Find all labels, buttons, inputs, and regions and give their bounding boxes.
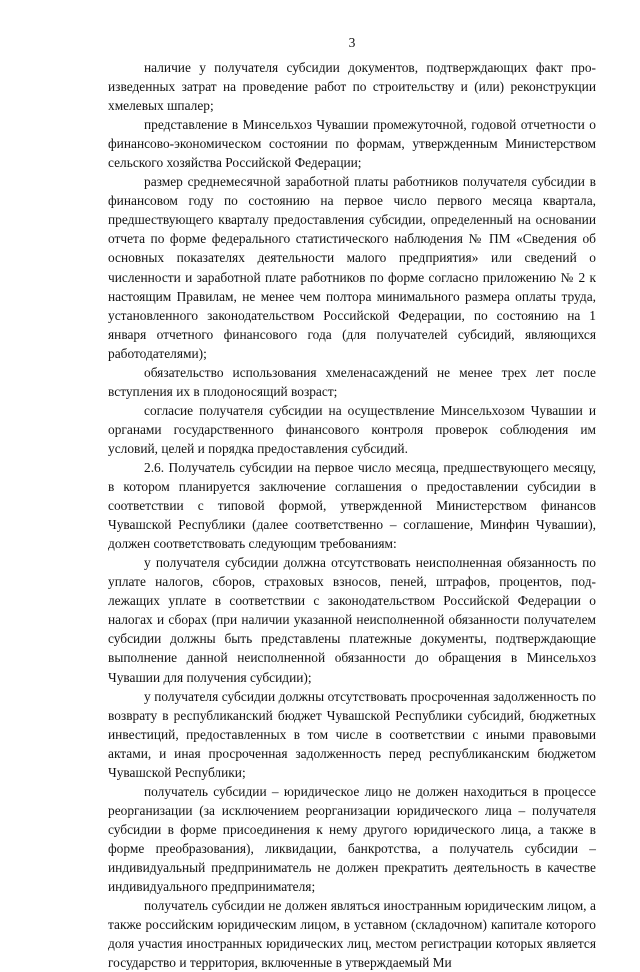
paragraph-salary: размер среднемесячной заработной платы работников получателя субсидии в финансовом году по состоянию на первое число первого месяца квартала, предшествующего кварталу предоставления субсидии, определенный на основании отчета по форме федерального статистического наблюдения № ПМ «Сведения об основных показателях деятельности малого предприятия» или сведений о численности и заработной плате работников по форме согласно приложению № 2 к настоящим Правилам, не менее чем полтора минимального размера оплаты труда, установленного законодательством Российской Федерации, по состоянию на 1 января отчетного финансового года (для получателей субсидий, являющихся работодателями); (108, 174, 596, 361)
page-number: 3 (348, 35, 356, 50)
paragraph-documents: наличие у получателя субсидии документов, подтверждающих факт произведенных затрат на проведение работ по строительству и (или) реконструкции хмелевых шпалер; (108, 60, 596, 114)
paragraph-reorganization: получатель субсидии – юридическое лицо не должен находиться в процессе реорганизации (за исключением реорганизации юридического лица – получателя субсидии в форме присоединения к нему другого юридического лица, а также в форме преобразования), ликвидации, банкротства, а получатель субсидии – индивидуальный предприниматель не должен прекратить деятельность в качестве индивидуального предпринимателя; (108, 783, 596, 895)
paragraph-budget-debt: у получателя субсидии должны отсутствовать просроченная задолженность по возврату в республиканский бюджет Чувашской Республики субсидий, бюджетных инвестиций, предоставленных в том числе в соответствии с иными правовыми актами, и иная просроченная задолженность перед республиканским бюджетом Чувашской Республики; (108, 688, 596, 780)
document-page (108, 34, 596, 972)
paragraph-reporting: представление в Минсельхоз Чувашии промежуточной, годовой отчетности о финансово-экономическом состоянии по формам, утвержденным Министерством сельского хозяйства Российской Федерации; (108, 117, 596, 171)
paragraph-consent: согласие получателя субсидии на осуществление Минсельхозом Чувашии и органами государственного финансового контроля проверок соблюдения им условий, целей и порядка предоставления субсидий. (108, 402, 596, 456)
paragraph-foreign-entity: получатель субсидии не должен являться иностранным юридическим лицом, а также российским юридическим лицом, в уставном (складочном) капитале которого доля участия иностранных юридических лиц, местом регистрации которых является государство и территория, включенные в утверждаемый Ми (108, 898, 596, 971)
paragraph-obligation: обязательство использования хмеленасаждений не менее трех лет после вступления их в плодоносящий возраст; (108, 364, 596, 399)
paragraph-tax-debt: у получателя субсидии должна отсутствовать неисполненная обязанность по уплате налогов, сборов, страховых взносов, пеней, штрафов, процентов, подлежащих уплате в соответствии с законодательством Российской Федерации о налогах и сборах (при наличии указанной неисполненной обязанности получателем субсидии должны быть представлены платежные документы, подтверждающие выполнение данной неисполненной обязанности до обращения в Минсельхоз Чувашии для получения субсидии); (108, 555, 596, 685)
paragraph-section-2-6: 2.6. Получатель субсидии на первое число месяца, предшествующего месяцу, в котором планируется заключение соглашения о предоставлении субсидии в соответствии с типовой формой, утвержденной Министерством финансов Чувашской Республики (далее соответственно – соглашение, Минфин Чувашии), должен соответствовать следующим требованиям: (108, 459, 596, 552)
